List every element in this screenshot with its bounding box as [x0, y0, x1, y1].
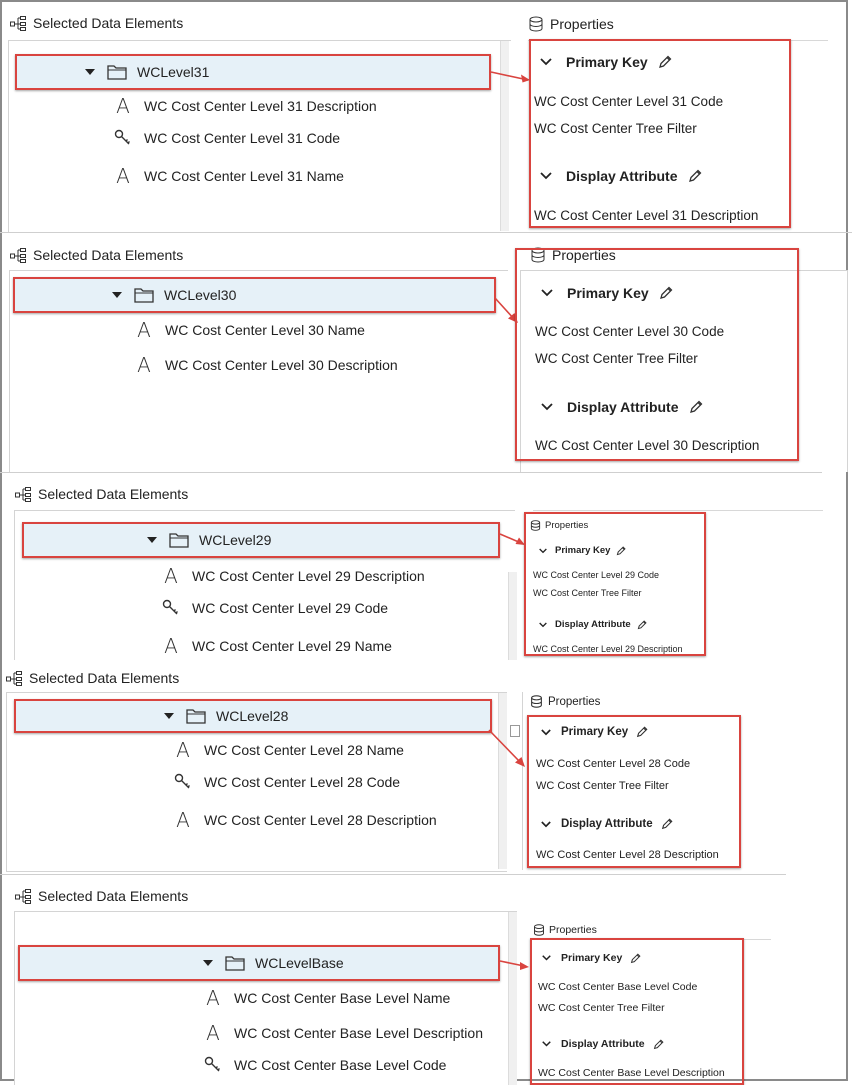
header-title: Selected Data Elements — [33, 15, 184, 31]
panel-separator — [0, 874, 786, 875]
key-icon — [162, 599, 180, 617]
item-label: WC Cost Center Level 30 Description — [165, 357, 398, 373]
text-attribute-icon: A — [137, 318, 151, 342]
item-label: WC Cost Center Level 28 Name — [204, 742, 404, 758]
folder-label: WCLevel28 — [216, 708, 289, 724]
database-icon — [530, 520, 541, 531]
callout-arrow — [499, 959, 533, 975]
chevron-down-icon[interactable] — [541, 403, 553, 411]
display-attribute-section[interactable] — [541, 399, 703, 415]
edit-pencil-icon[interactable] — [661, 818, 673, 830]
item-label: WC Cost Center Level 28 Description — [204, 812, 437, 828]
expand-caret-icon[interactable] — [112, 292, 122, 298]
text-attribute-icon: A — [206, 1021, 220, 1045]
hierarchy-tree-icon — [15, 487, 32, 502]
database-icon — [533, 924, 545, 936]
properties-header — [528, 16, 614, 32]
section-title: Display Attribute — [561, 818, 653, 830]
expand-caret-icon[interactable] — [203, 960, 213, 966]
item-label: WC Cost Center Level 31 Code — [144, 130, 341, 146]
header-title: Selected Data Elements — [38, 888, 189, 904]
item-label: WC Cost Center Level 28 Code — [204, 774, 401, 790]
properties-header — [530, 695, 600, 708]
panel-separator — [0, 232, 852, 233]
tree-item[interactable] — [204, 1021, 483, 1045]
selected-data-elements-header — [6, 670, 179, 686]
primary-key-value: WC Cost Center Base Level Code — [538, 981, 698, 993]
primary-key-value: WC Cost Center Level 28 Code — [536, 758, 691, 770]
chevron-down-icon[interactable] — [541, 289, 553, 297]
item-label: WC Cost Center Level 31 Name — [144, 168, 344, 184]
panel-wclevel31 — [0, 0, 852, 232]
key-icon — [114, 129, 132, 147]
tree-row-folder-selected[interactable] — [18, 945, 500, 981]
item-label: WC Cost Center Base Level Name — [234, 990, 451, 1006]
header-title: Selected Data Elements — [38, 486, 189, 502]
edit-pencil-icon[interactable] — [689, 400, 703, 414]
chevron-down-icon[interactable] — [541, 821, 551, 828]
tree-item[interactable] — [162, 634, 392, 658]
folder-icon — [107, 64, 127, 80]
tree-item[interactable] — [162, 599, 388, 617]
section-title: Display Attribute — [561, 1038, 645, 1050]
folder-icon — [186, 708, 206, 724]
header-title: Selected Data Elements — [33, 247, 184, 263]
section-title: Display Attribute — [567, 399, 679, 415]
chevron-down-icon[interactable] — [539, 622, 547, 628]
section-title: Display Attribute — [566, 168, 678, 184]
key-icon — [174, 773, 192, 791]
selected-data-elements-header — [15, 888, 188, 904]
chevron-down-icon[interactable] — [541, 729, 551, 736]
properties-panel-border — [522, 692, 523, 870]
edit-pencil-icon[interactable] — [659, 286, 673, 300]
expand-caret-icon[interactable] — [85, 69, 95, 75]
edit-pencil-icon[interactable] — [658, 55, 672, 69]
edit-pencil-icon[interactable] — [630, 953, 641, 964]
display-attribute-value: WC Cost Center Level 28 Description — [536, 849, 719, 861]
tree-item[interactable] — [204, 986, 450, 1010]
chevron-down-icon[interactable] — [540, 58, 552, 66]
primary-key-value: WC Cost Center Level 29 Code — [533, 570, 660, 580]
tree-scrollbar[interactable] — [508, 912, 517, 1085]
expand-caret-icon[interactable] — [164, 713, 174, 719]
folder-icon — [169, 532, 189, 548]
text-attribute-icon: A — [116, 164, 130, 188]
section-title: Primary Key — [567, 285, 649, 301]
text-attribute-icon: A — [116, 94, 130, 118]
tree-row-folder-selected[interactable] — [14, 699, 492, 733]
section-title: Primary Key — [555, 545, 611, 556]
primary-key-value: WC Cost Center Level 31 Code — [534, 94, 724, 109]
tree-item[interactable] — [114, 129, 340, 147]
properties-title: Properties — [552, 247, 616, 263]
display-attribute-section[interactable] — [542, 1038, 664, 1050]
hierarchy-tree-icon — [10, 16, 27, 31]
text-attribute-icon: A — [137, 353, 151, 377]
primary-key-section[interactable] — [540, 54, 672, 70]
item-label: WC Cost Center Level 29 Name — [192, 638, 392, 654]
properties-title: Properties — [545, 520, 589, 531]
chevron-down-icon[interactable] — [542, 1041, 551, 1047]
hierarchy-tree-icon — [10, 248, 27, 263]
hierarchy-tree-icon — [15, 889, 32, 904]
section-title: Primary Key — [561, 726, 629, 738]
primary-key-value: WC Cost Center Tree Filter — [533, 588, 642, 598]
callout-arrow — [488, 728, 530, 772]
edit-pencil-icon[interactable] — [653, 1039, 664, 1050]
panel-separator — [0, 472, 822, 473]
primary-key-value: WC Cost Center Tree Filter — [536, 780, 669, 792]
display-attribute-value: WC Cost Center Level 31 Description — [534, 208, 759, 223]
selected-data-elements-header — [10, 15, 183, 31]
display-attribute-value: WC Cost Center Base Level Description — [538, 1067, 725, 1079]
chevron-down-icon[interactable] — [542, 955, 551, 961]
selected-data-elements-header — [15, 486, 188, 502]
item-label: WC Cost Center Level 31 Description — [144, 98, 377, 114]
hierarchy-tree-icon — [6, 671, 23, 686]
primary-key-value: WC Cost Center Tree Filter — [534, 121, 697, 136]
tree-item[interactable] — [174, 738, 404, 762]
database-icon — [528, 16, 544, 32]
key-icon — [204, 1056, 222, 1074]
primary-key-value: WC Cost Center Tree Filter — [535, 351, 698, 366]
primary-key-section[interactable] — [541, 726, 648, 738]
primary-key-section[interactable] — [542, 952, 641, 964]
chevron-down-icon[interactable] — [540, 172, 552, 180]
tree-scrollbar[interactable] — [498, 693, 507, 869]
tree-item[interactable] — [174, 808, 437, 832]
properties-header — [533, 924, 597, 936]
section-title: Primary Key — [566, 54, 648, 70]
tree-row-folder-selected[interactable] — [22, 522, 500, 558]
item-label: WC Cost Center Base Level Code — [234, 1057, 447, 1073]
expand-caret-icon[interactable] — [147, 537, 157, 543]
properties-title: Properties — [549, 924, 597, 936]
folder-label: WCLevelBase — [255, 955, 344, 971]
primary-key-value: WC Cost Center Level 30 Code — [535, 324, 725, 339]
folder-icon — [225, 955, 245, 971]
primary-key-section[interactable] — [539, 545, 626, 556]
item-label: WC Cost Center Level 29 Description — [192, 568, 425, 584]
edit-pencil-icon[interactable] — [637, 620, 647, 630]
tree-scrollbar[interactable] — [508, 572, 517, 660]
properties-title: Properties — [550, 16, 614, 32]
panel-wclevel30 — [0, 232, 852, 472]
item-label: WC Cost Center Base Level Description — [234, 1025, 483, 1041]
text-attribute-icon: A — [176, 808, 190, 832]
primary-key-section[interactable] — [541, 285, 673, 301]
display-attribute-section[interactable] — [539, 619, 647, 630]
chevron-down-icon[interactable] — [539, 548, 547, 554]
tree-item[interactable] — [114, 94, 377, 118]
tree-item[interactable] — [204, 1056, 446, 1074]
text-attribute-icon: A — [176, 738, 190, 762]
folder-label: WCLevel30 — [164, 287, 237, 303]
panel-wclevel28 — [0, 660, 852, 874]
primary-key-value: WC Cost Center Tree Filter — [538, 1002, 665, 1014]
properties-divider — [533, 510, 823, 511]
section-title: Display Attribute — [555, 619, 631, 630]
display-attribute-value: WC Cost Center Level 30 Description — [535, 438, 760, 453]
text-attribute-icon: A — [206, 986, 220, 1010]
display-attribute-section[interactable] — [540, 168, 702, 184]
display-attribute-value: WC Cost Center Level 29 Description — [533, 644, 683, 654]
edit-pencil-icon[interactable] — [616, 546, 626, 556]
database-icon — [530, 695, 543, 708]
panel-wclevel29 — [0, 472, 852, 660]
panel-wclevelbase — [0, 874, 852, 1085]
tree-item[interactable] — [174, 773, 400, 791]
properties-title: Properties — [548, 695, 601, 708]
tree-row-folder-selected[interactable] — [13, 277, 496, 313]
item-label: WC Cost Center Level 30 Name — [165, 322, 365, 338]
properties-header — [530, 520, 588, 531]
tree-item[interactable] — [135, 318, 365, 342]
selected-data-elements-header — [10, 247, 183, 263]
tree-item[interactable] — [114, 164, 344, 188]
tree-item[interactable] — [162, 564, 425, 588]
display-attribute-section[interactable] — [541, 818, 673, 830]
tree-item[interactable] — [135, 353, 398, 377]
folder-icon — [134, 287, 154, 303]
folder-label: WCLevel31 — [137, 64, 210, 80]
section-title: Primary Key — [561, 952, 623, 964]
text-attribute-icon: A — [164, 564, 178, 588]
folder-label: WCLevel29 — [199, 532, 272, 548]
tree-row-folder-selected[interactable] — [15, 54, 491, 90]
properties-highlight — [524, 512, 706, 656]
item-label: WC Cost Center Level 29 Code — [192, 600, 389, 616]
header-title: Selected Data Elements — [29, 670, 180, 686]
edit-pencil-icon[interactable] — [636, 726, 648, 738]
edit-pencil-icon[interactable] — [688, 169, 702, 183]
text-attribute-icon: A — [164, 634, 178, 658]
